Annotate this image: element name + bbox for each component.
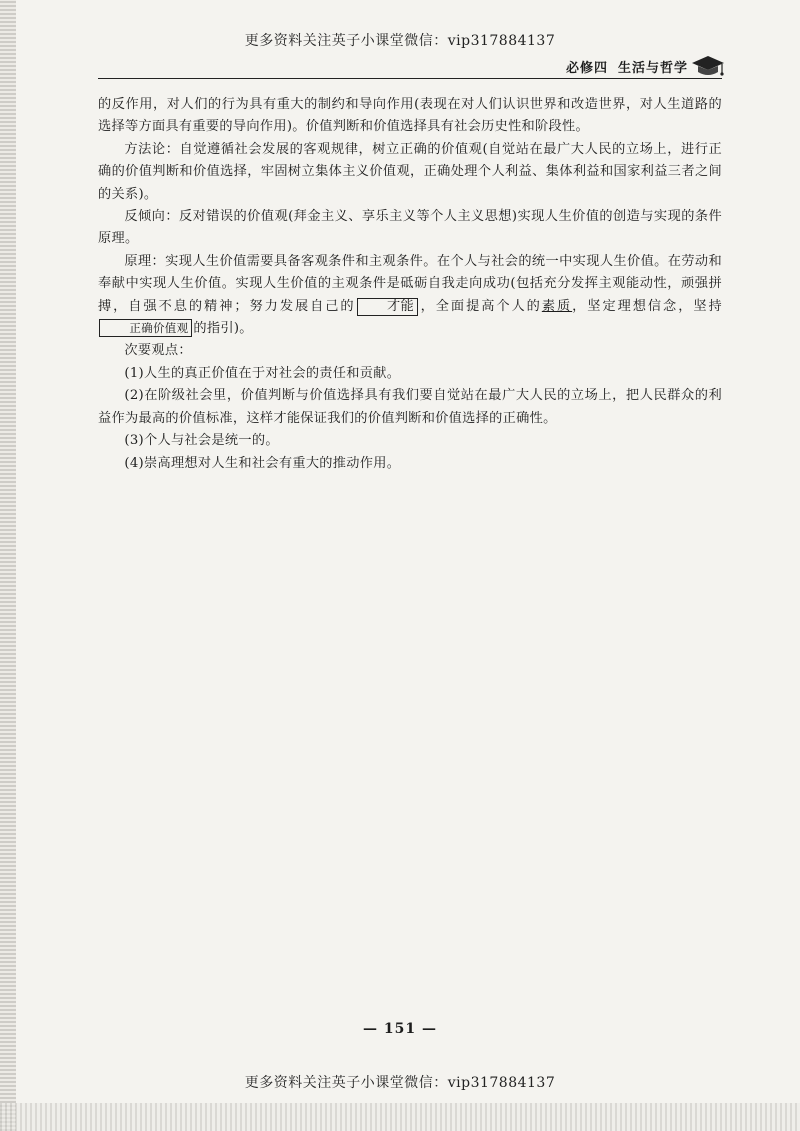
paragraph-continuation: 的反作用，对人们的行为具有重大的制约和导向作用(表现在对人们认识世界和改造世界，对人生道路的选择等方面具有重要的导向作用)。价值判断和价值选择具有社会历史性和阶段性。 <box>98 97 722 135</box>
paragraph-principle <box>98 251 722 341</box>
page-number: — 151 — <box>363 1021 437 1037</box>
running-header <box>566 57 688 76</box>
principle-text-1: 原理：实现人生价值需要具备客观条件和主观条件。在个人与社会的统一中实现人生价值。在劳动和奉献中实现人生价值。实现人生价值的主观条件是砥砺自我走向成功(包括充分发挥主观能动性，顽强拼搏，自强不息的精神；努力发展自己的 <box>98 253 722 314</box>
boxed-term-values: 正确价值观 <box>99 319 192 337</box>
list-item: (3)个人与社会是统一的。 <box>124 433 279 449</box>
page-body <box>98 94 722 475</box>
graduation-cap-icon <box>690 53 726 79</box>
principle-text-4: 的指引)。 <box>193 321 253 337</box>
scan-edge-bottom <box>0 1103 800 1131</box>
header-book: 必修四 <box>565 61 608 76</box>
list-item: (4)崇高理想对人生和社会有重大的推动作用。 <box>124 455 401 471</box>
paragraph-counter-tendency: 反倾向：反对错误的价值观(拜金主义、享乐主义等个人主义思想)实现人生价值的创造与实现的条件原理。 <box>98 209 722 247</box>
list-item: (2)在阶级社会里，价值判断与价值选择具有我们要自觉站在最广大人民的立场上，把人民群众的利益作为最高的价值标准，这样才能保证我们的价值判断和价值选择的正确性。 <box>98 388 722 426</box>
underlined-term-quality: 素质 <box>541 298 573 314</box>
principle-text-3: ，坚定理想信念，坚持 <box>572 298 722 314</box>
scan-edge-left <box>0 0 16 1131</box>
header-rule <box>98 78 722 79</box>
principle-text-2: ，全面提高个人的 <box>418 298 542 314</box>
secondary-points-title: 次要观点： <box>124 343 192 359</box>
paragraph-methodology: 方法论：自觉遵循社会发展的客观规律，树立正确的价值观(自觉站在最广大人民的立场上，进行正确的价值判断和价值选择，牢固树立集体主义价值观，正确处理个人利益、集体利益和国家利益三者之间的关系)。 <box>98 141 722 202</box>
watermark-top: 更多资料关注英子小课堂微信：vip317884137 <box>244 33 556 49</box>
list-item: (1)人生的真正价值在于对社会的责任和贡献。 <box>124 365 401 381</box>
watermark-bottom: 更多资料关注英子小课堂微信：vip317884137 <box>244 1075 556 1091</box>
boxed-term-talent: 才能 <box>357 298 418 316</box>
header-subject: 生活与哲学 <box>617 61 688 76</box>
